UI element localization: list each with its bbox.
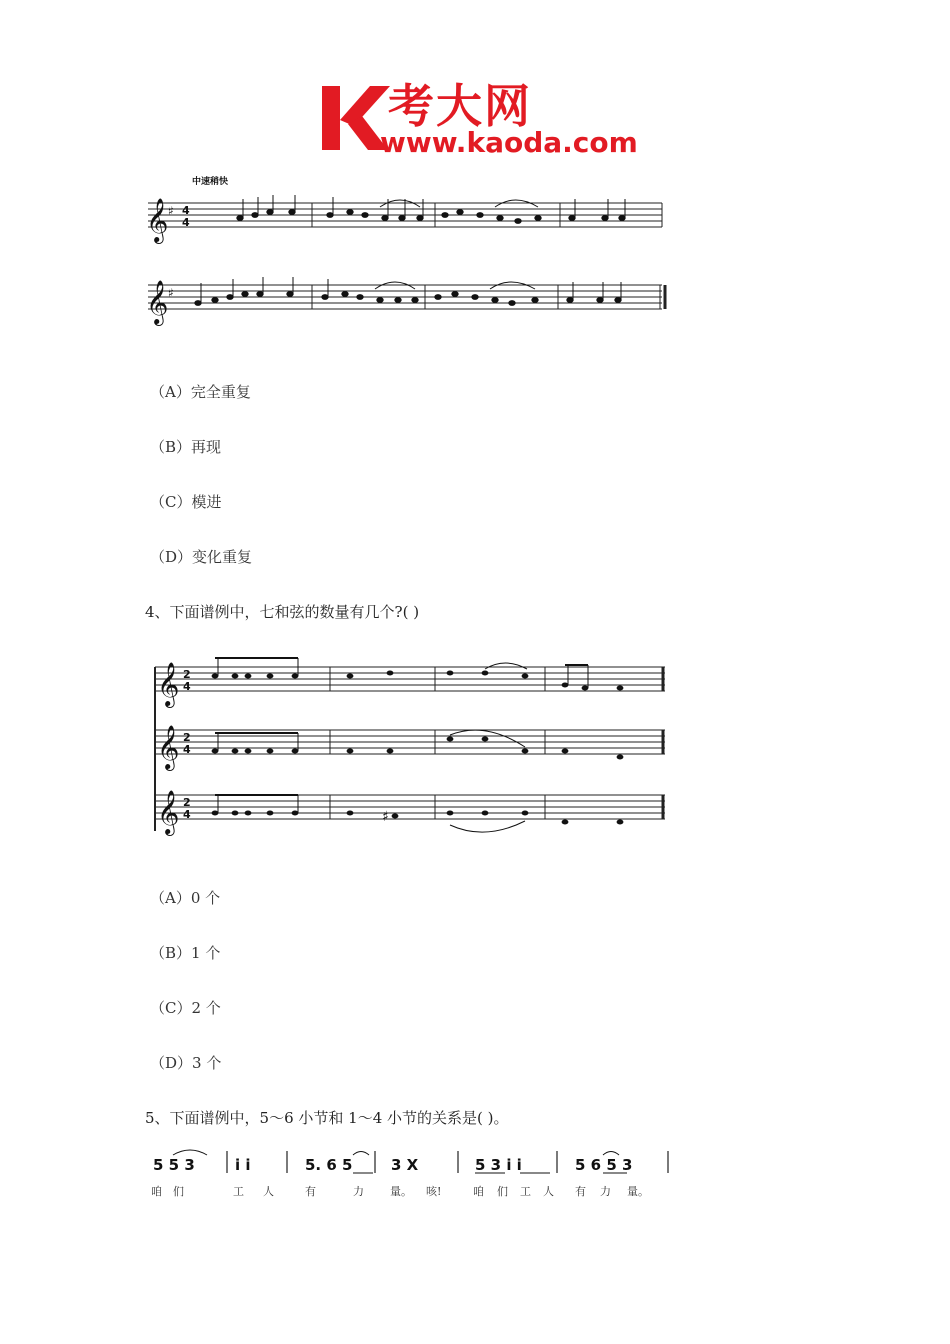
lyric-5: 有 (305, 1185, 316, 1198)
jianpu-measure-6: 5 6 5 3 (575, 1156, 633, 1174)
svg-text:4: 4 (182, 216, 190, 229)
jianpu-measure-4: 3 X (391, 1156, 419, 1174)
lyric-6: 力 (353, 1185, 364, 1198)
svg-text:4: 4 (183, 808, 191, 821)
q4-option-b[interactable]: （B）1 个 (150, 944, 221, 962)
q3-option-b[interactable]: （B）再现 (150, 438, 222, 456)
svg-text:𝄞: 𝄞 (157, 662, 180, 706)
lyric-12: 人 (543, 1185, 554, 1198)
lyric-11: 工 (520, 1185, 531, 1198)
svg-text:𝄞: 𝄞 (146, 198, 169, 242)
svg-text:𝄞: 𝄞 (146, 280, 169, 324)
lyric-10: 们 (497, 1185, 508, 1198)
jianpu-measure-1: 5 5 3 (153, 1156, 195, 1174)
svg-text:4: 4 (183, 680, 191, 693)
q4-option-d[interactable]: （D）3 个 (150, 1054, 222, 1072)
jianpu-measure-2: i i (235, 1156, 251, 1174)
q4-option-c[interactable]: （C）2 个 (150, 999, 221, 1017)
q3-option-a[interactable]: （A）完全重复 (150, 383, 251, 401)
svg-text:4: 4 (182, 204, 190, 217)
svg-text:𝄞: 𝄞 (157, 790, 180, 834)
q4-option-a[interactable]: （A）0 个 (150, 889, 221, 907)
logo-brand-text: 考大网 (388, 79, 532, 133)
lyric-3: 工 (233, 1185, 244, 1198)
lyric-4: 人 (263, 1185, 274, 1198)
svg-text:♯: ♯ (382, 809, 389, 825)
logo-url-text: www.kaoda.com (380, 126, 638, 159)
q3-option-d[interactable]: （D）变化重复 (150, 548, 253, 566)
q5-question: 5、下面谱例中，5～6 小节和 1～4 小节的关系是( )。 (145, 1109, 509, 1127)
jianpu-measure-5: 5 3 i i (475, 1156, 522, 1174)
svg-text:𝄞: 𝄞 (157, 725, 180, 769)
q4-question: 4、下面谱例中，七和弦的数量有几个?( ) (145, 603, 420, 621)
lyric-9: 咱 (473, 1185, 484, 1198)
svg-text:♯: ♯ (168, 204, 174, 218)
svg-text:2: 2 (183, 796, 191, 809)
svg-text:2: 2 (183, 731, 191, 744)
lyric-14: 力 (600, 1185, 611, 1198)
jianpu-measure-3: 5. 6 5 (305, 1156, 353, 1174)
q3-score-image (140, 185, 670, 335)
q4-score-image (145, 655, 675, 835)
tempo-marking: 中速稍快 (192, 177, 229, 187)
lyric-1: 咱 (151, 1185, 162, 1198)
svg-text:2: 2 (183, 668, 191, 681)
lyric-2: 们 (173, 1185, 184, 1198)
svg-text:♯: ♯ (168, 286, 174, 300)
lyric-8: 咳! (426, 1185, 442, 1198)
lyric-7: 量。 (390, 1185, 412, 1198)
svg-text:4: 4 (183, 743, 191, 756)
lyric-15: 量。 (627, 1185, 649, 1198)
lyric-13: 有 (575, 1185, 586, 1198)
q3-option-c[interactable]: （C）模进 (150, 493, 222, 511)
q5-jianpu-score (145, 1145, 675, 1205)
